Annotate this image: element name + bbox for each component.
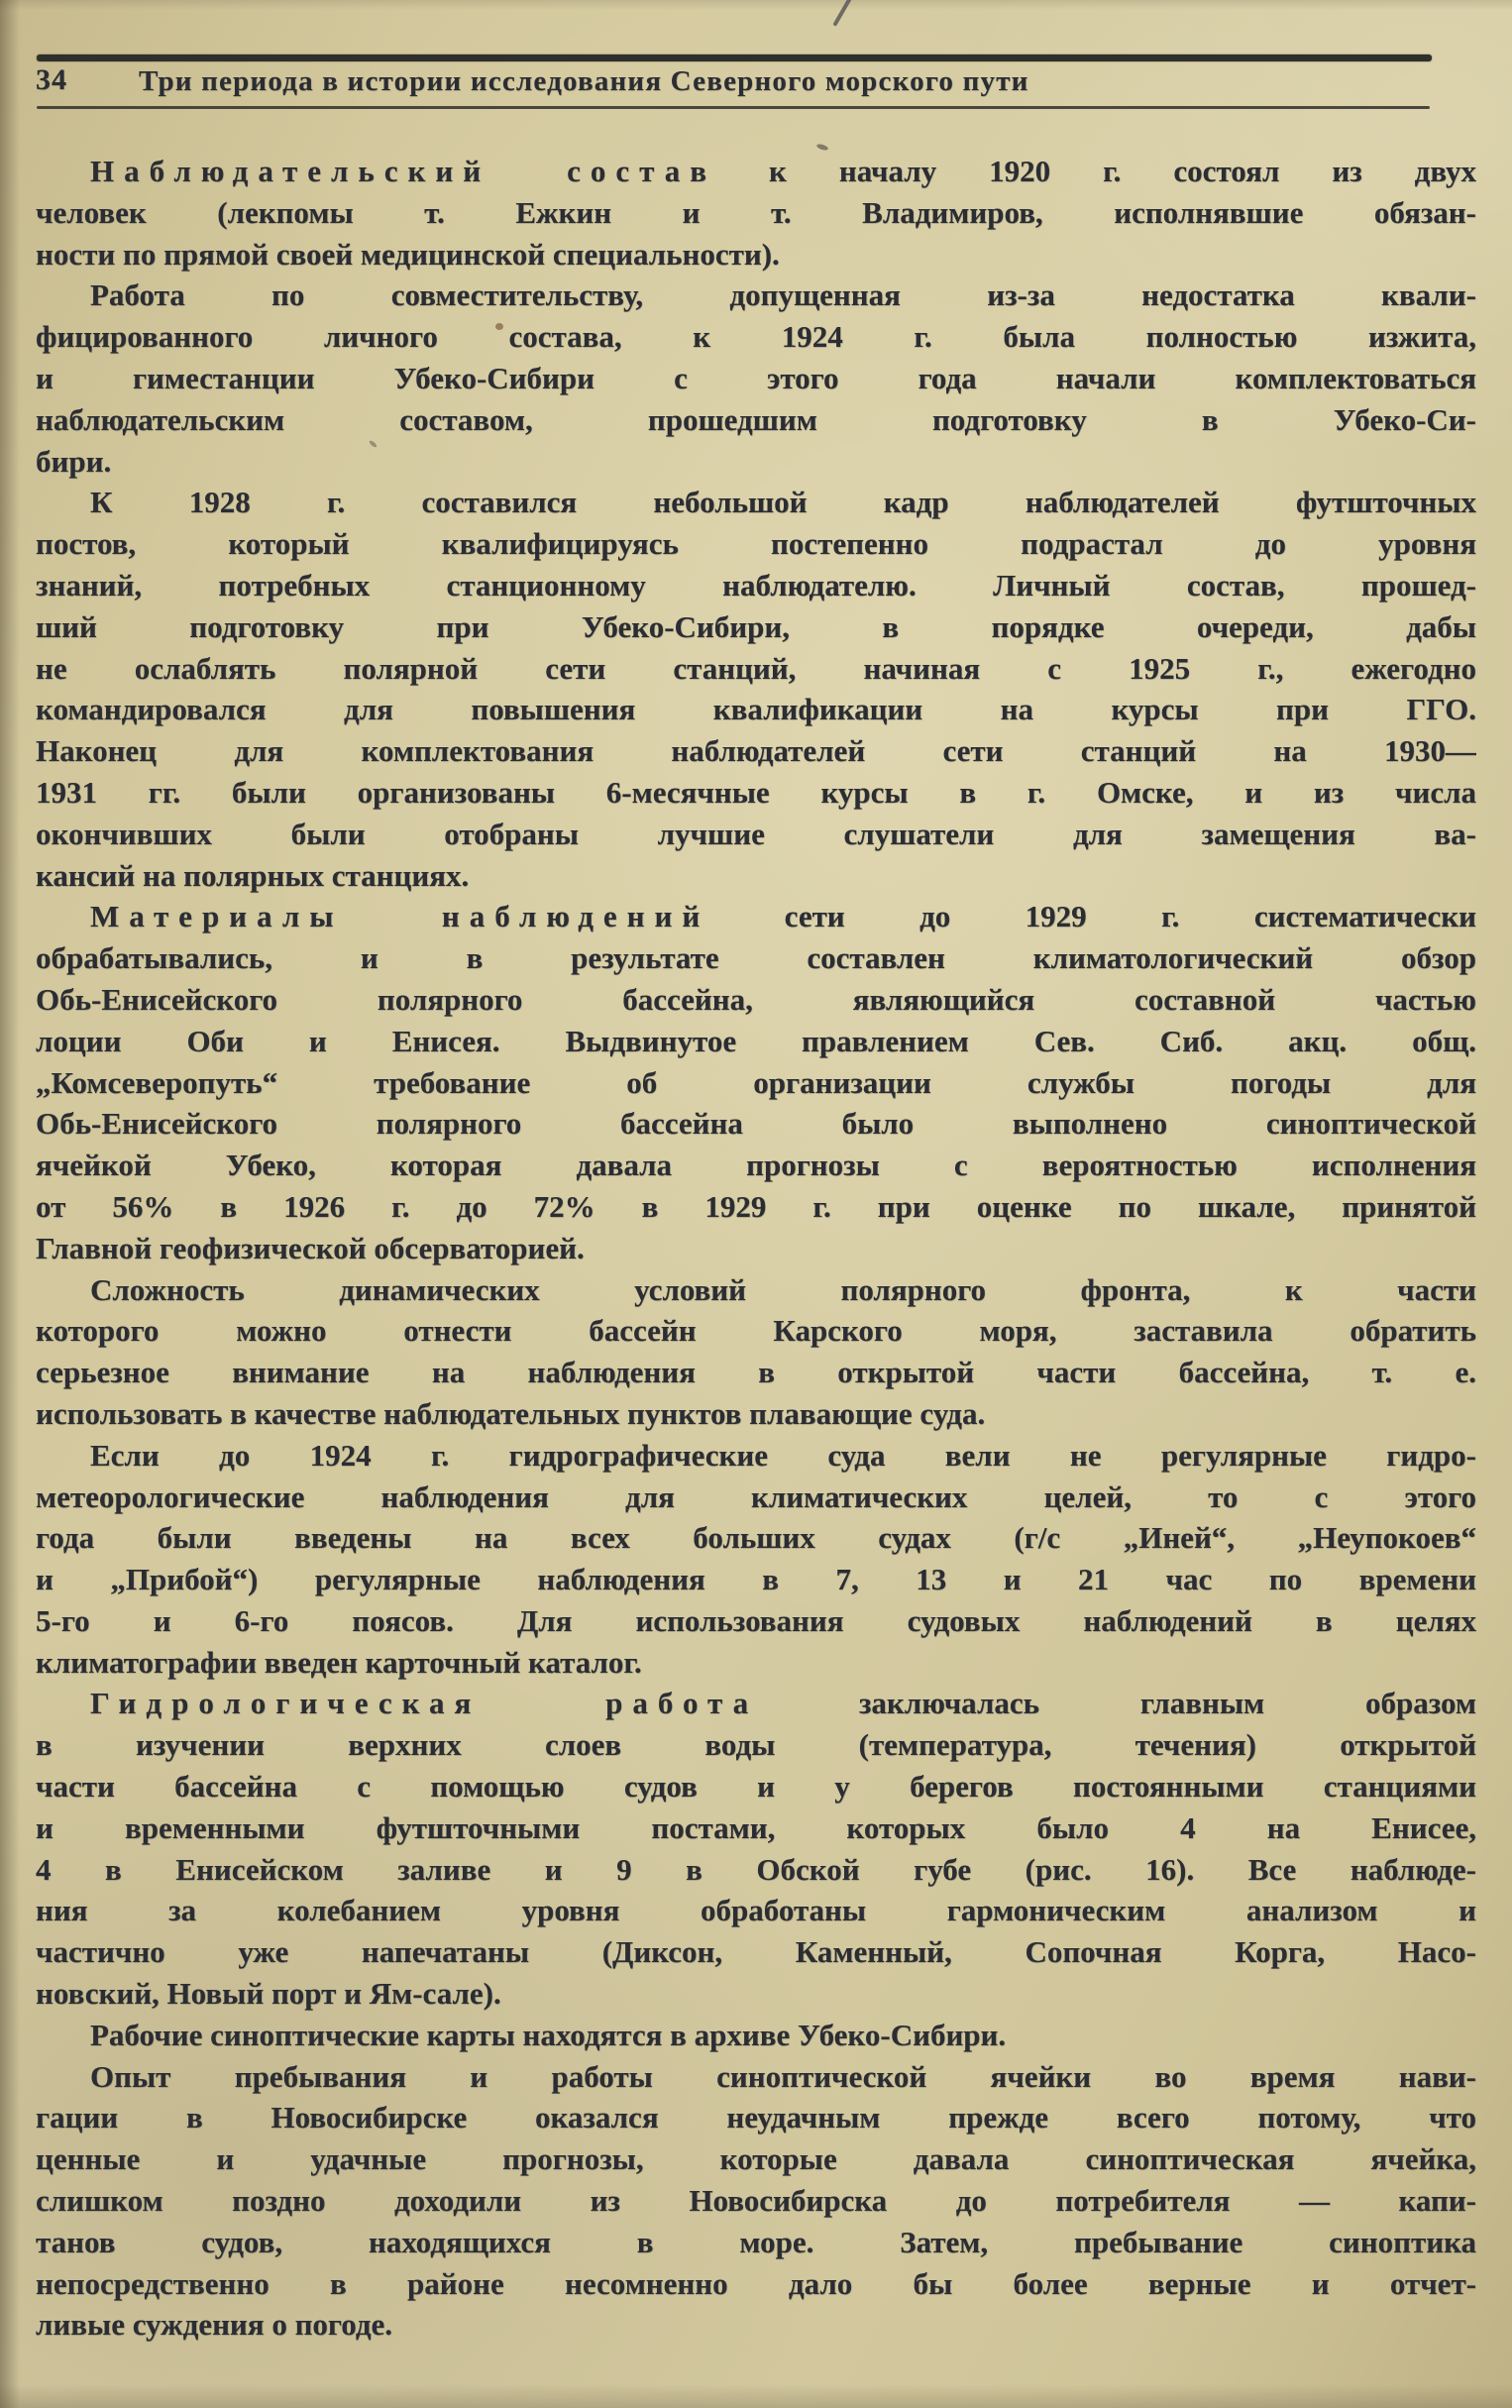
paragraph xyxy=(36,2056,1476,2347)
text-line: Обь-Енисейского полярного бассейна было выполнено синоптической xyxy=(36,1106,1476,1142)
letterspaced-text: Гидрологическая работа xyxy=(90,1686,759,1721)
text-line: от 56% в 1926 г. до 72% в 1929 г. при оценке по шкале, принятой xyxy=(36,1188,1476,1224)
text-line: Рабочие синоптические карты находятся в архиве Убеко-Сибири. xyxy=(90,2017,1007,2052)
text-run: к началу 1920 г. состоял из двух xyxy=(716,154,1476,188)
text-line: К 1928 г. составился небольшой кадр наблюдателей футшточных xyxy=(90,485,1476,520)
text-line: лоции Оби и Енисея. Выдвинутое правлением Сев. Сиб. акц. общ. xyxy=(36,1023,1476,1058)
text-line: знаний, потребных станционному наблюдателю. Личный состав, прошед- xyxy=(36,567,1476,602)
header-rule-thick xyxy=(37,55,1432,61)
text-line: кансий на полярных станциях. xyxy=(36,857,470,893)
text-line: Обь-Енисейского полярного бассейна, являющийся составной частью xyxy=(36,981,1476,1017)
header-rule-thin xyxy=(37,106,1430,109)
running-head-title: Три периода в истории исследования Северного морского пути xyxy=(139,65,1029,97)
text-run: сети до 1929 г. систематически xyxy=(709,899,1476,934)
text-line: постов, который квалифицируясь постепенно подрастал до уровня xyxy=(36,526,1476,562)
paragraph xyxy=(36,896,1476,1268)
text-line: непосредственно в районе несомненно дало бы более верные и отчет- xyxy=(36,2265,1476,2301)
text-line: Если до 1924 г. гидрографические суда вели не регулярные гидро- xyxy=(90,1437,1476,1473)
text-line: которого можно отнести бассейн Карского моря, заставила обратить xyxy=(36,1313,1476,1349)
text-line: 1931 гг. были организованы 6-месячные курсы в г. Омске, и из числа xyxy=(36,774,1476,810)
text-line: не ослаблять полярной сети станций, начиная с 1925 г., ежегодно xyxy=(36,650,1476,686)
text-line: ности по прямой своей медицинской специальности). xyxy=(36,236,780,272)
letterspaced-text: Наблюдательский состав xyxy=(90,154,717,188)
page-number: 34 xyxy=(36,63,67,96)
text-line: ший подготовку при Убеко-Сибири, в порядке очереди, дабы xyxy=(36,608,1476,644)
paragraph xyxy=(36,482,1476,896)
text-line: гации в Новосибирске оказался неудачным прежде всего потому, что xyxy=(36,2100,1476,2135)
text-line: ливые суждения о погоде. xyxy=(36,2307,393,2343)
text-line: наблюдательским составом, прошедшим подготовку в Убеко-Си- xyxy=(36,401,1476,437)
text-line: и „Прибой“) регулярные наблюдения в 7, 13 и 21 час по времени xyxy=(36,1562,1476,1597)
text-line: Наконец для комплектования наблюдателей сети станций на 1930— xyxy=(36,733,1476,769)
text-line: использовать в качестве наблюдательных пунктов плавающие суда. xyxy=(36,1395,986,1431)
text-line: „Комсеверопуть“ требование об организации службы погоды для xyxy=(36,1064,1476,1100)
text-line: в изучении верхних слоев воды (температура, течения) открытой xyxy=(36,1727,1476,1763)
page-edge-shadow-left xyxy=(0,0,20,2408)
text-line: климатографии введен карточный каталог. xyxy=(36,1644,642,1680)
text-line: Сложность динамических условий полярного фронта, к части xyxy=(90,1271,1476,1307)
text-line: серьезное внимание на наблюдения в открытой части бассейна, т. е. xyxy=(36,1355,1476,1390)
text-run: заключалась главным образом xyxy=(758,1686,1476,1721)
text-line xyxy=(36,1683,1476,1724)
text-line: человек (лекпомы т. Ежкин и т. Владимиров, исполнявшие обязан- xyxy=(36,194,1476,230)
text-line: окончивших были отобраны лучшие слушатели для замещения ва- xyxy=(36,816,1476,851)
page-edge-shadow-top xyxy=(0,0,1512,10)
paragraph xyxy=(36,1269,1476,1435)
text-line: и временными футшточными постами, которых было 4 на Енисее, xyxy=(36,1809,1476,1845)
text-line: Опыт пребывания и работы синоптической ячейки во время нави- xyxy=(90,2058,1476,2094)
text-line xyxy=(36,151,1476,192)
text-line: командировался для повышения квалификации на курсы при ГГО. xyxy=(36,692,1476,727)
text-line: обрабатывались, и в результате составлен климатологический обзор xyxy=(36,940,1476,976)
text-line: ячейкой Убеко, которая давала прогнозы с вероятностью исполнения xyxy=(36,1148,1476,1183)
letterspaced-text: Материалы наблюдений xyxy=(90,899,710,934)
text-line: новский, Новый порт и Ям-сале). xyxy=(36,1976,501,2012)
text-line: 4 в Енисейском заливе и 9 в Обской губе (рис. 16). Все наблюде- xyxy=(36,1851,1476,1887)
text-line: бири. xyxy=(36,443,112,479)
text-line: танов судов, находящихся в море. Затем, пребывание синоптика xyxy=(36,2224,1476,2259)
text-line: метеорологические наблюдения для климатических целей, то с этого xyxy=(36,1478,1476,1514)
text-line: Главной геофизической обсерваторией. xyxy=(36,1230,585,1265)
text-line: ценные и удачные прогнозы, которые давала синоптическая ячейка, xyxy=(36,2141,1476,2177)
text-line: частично уже напечатаны (Диксон, Каменный, Сопочная Корга, Насо- xyxy=(36,1934,1476,1970)
text-line: и гиместанции Убеко-Сибири с этого года начали комплектоваться xyxy=(36,360,1476,395)
text-line xyxy=(36,896,1476,937)
paragraph xyxy=(36,2015,1476,2056)
paragraph xyxy=(36,274,1476,482)
text-block xyxy=(36,151,1476,2346)
paragraph xyxy=(36,151,1476,274)
text-line: 5-го и 6-го поясов. Для использования судовых наблюдений в целях xyxy=(36,1602,1476,1638)
text-line: ния за колебанием уровня обработаны гармоническим анализом и xyxy=(36,1893,1476,1928)
text-line: слишком поздно доходили из Новосибирска до потребителя — капи- xyxy=(36,2183,1476,2219)
text-line: Работа по совместительству, допущенная из-за недостатка квали- xyxy=(90,277,1476,313)
text-line: года были введены на всех больших судах (г/с „Иней“, „Неупокоев“ xyxy=(36,1520,1476,1556)
paragraph xyxy=(36,1435,1476,1684)
page-edge-shadow-bottom xyxy=(0,2384,1512,2408)
text-line: фицированного личного состава, к 1924 г. была полностью изжита, xyxy=(36,319,1476,355)
paragraph xyxy=(36,1683,1476,2014)
text-line: части бассейна с помощью судов и у берегов постоянными станциями xyxy=(36,1769,1476,1805)
